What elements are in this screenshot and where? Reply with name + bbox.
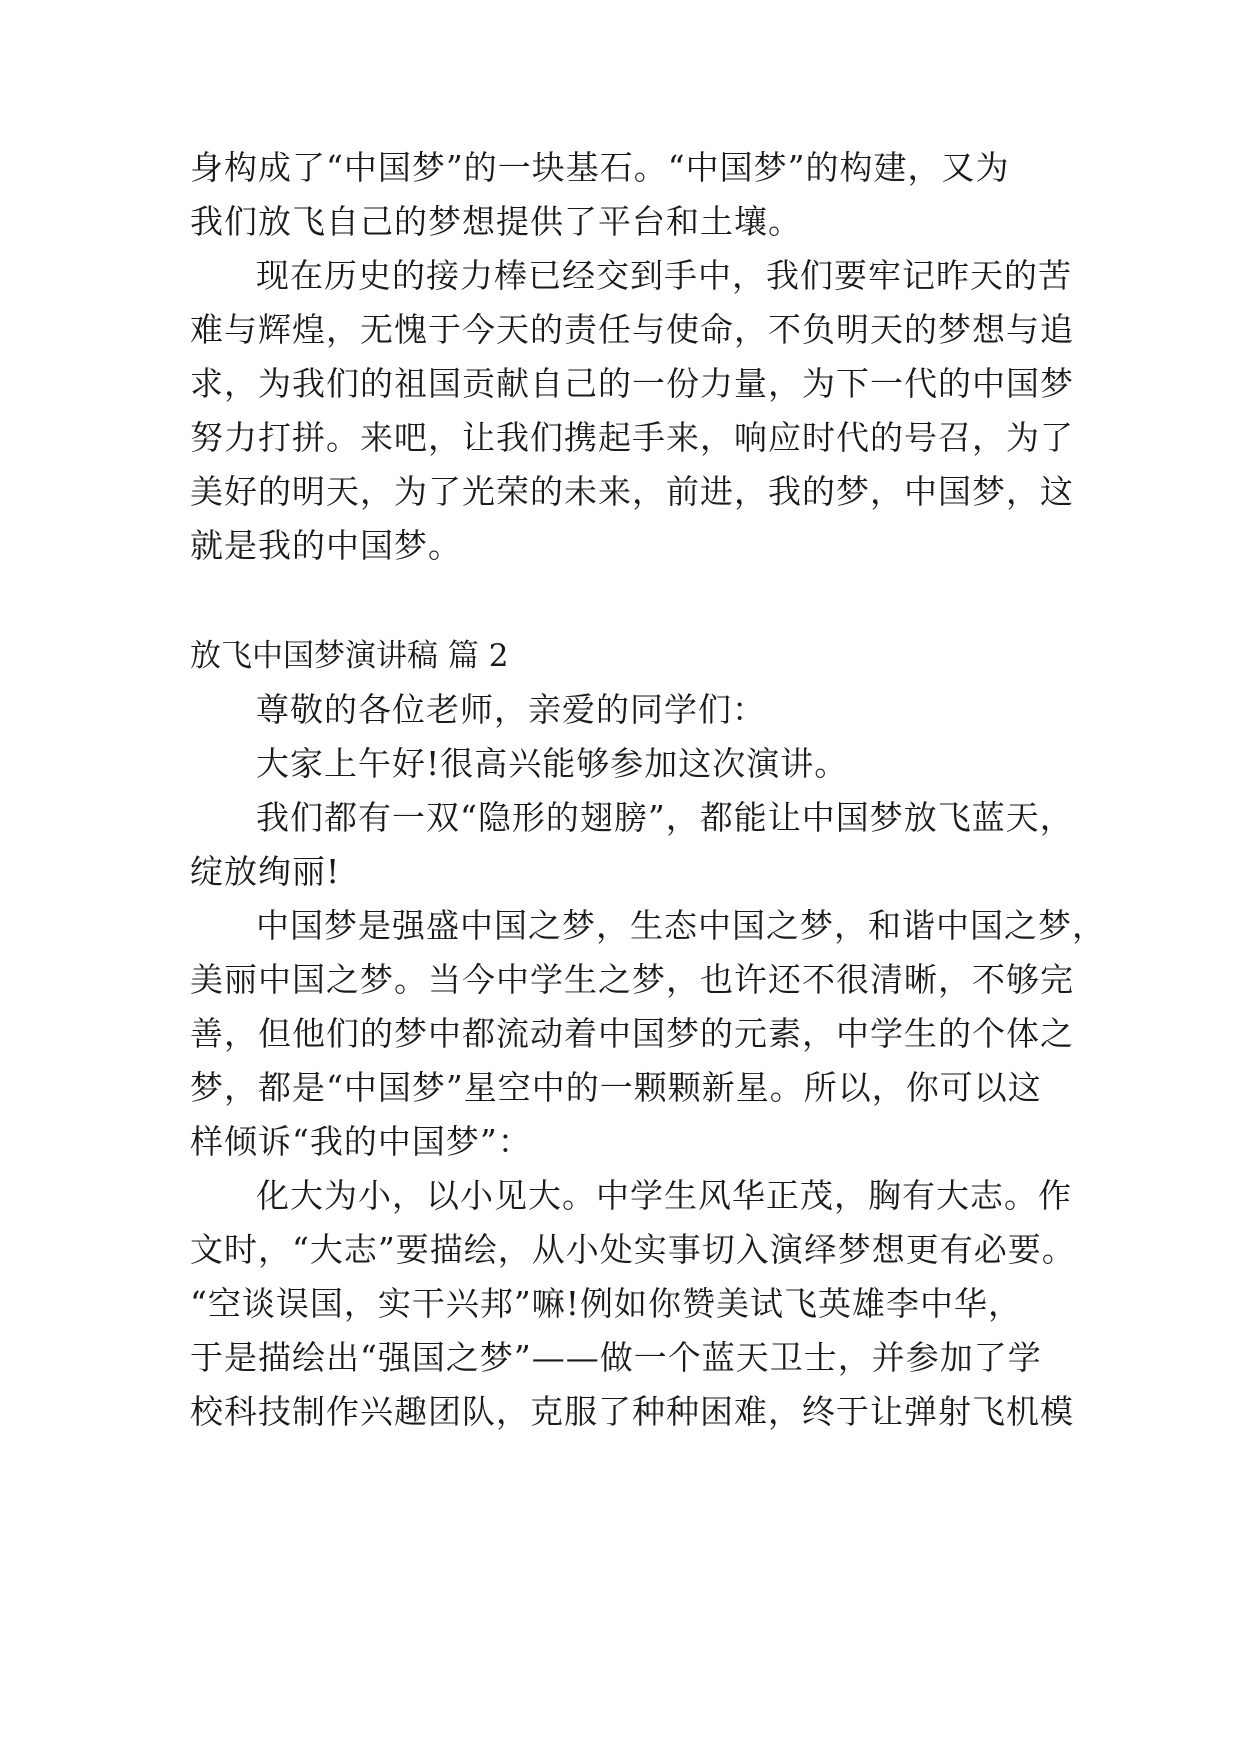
opening-line: 大家上午好!很高兴能够参加这次演讲。: [256, 744, 849, 783]
text-line: 我们放飞自己的梦想提供了平台和土壤。: [190, 202, 802, 241]
text-line: 现在历史的接力棒已经交到手中，我们要牢记昨天的苦: [256, 256, 1072, 295]
greeting-line: 尊敬的各位老师，亲爱的同学们：: [256, 690, 766, 729]
text-line: “空谈误国，实干兴邦”嘛!例如你赞美试飞英雄李中华，: [190, 1284, 1023, 1323]
text-line: 努力打拼。来吧，让我们携起手来，响应时代的号召，为了: [190, 418, 1074, 457]
text-line: 梦，都是“中国梦”星空中的一颗颗新星。所以，你可以这: [190, 1068, 1042, 1107]
text-line: 求，为我们的祖国贡献自己的一份力量，为下一代的中国梦: [190, 364, 1074, 403]
text-line: 我们都有一双“隐形的翅膀”，都能让中国梦放飞蓝天，: [256, 798, 1074, 837]
text-line: 难与辉煌，无愧于今天的责任与使命，不负明天的梦想与追: [190, 310, 1074, 349]
text-line: 样倾诉“我的中国梦”：: [190, 1122, 532, 1161]
text-line: 于是描绘出“强国之梦”——做一个蓝天卫士，并参加了学: [190, 1338, 1042, 1377]
text-line: 就是我的中国梦。: [190, 526, 462, 565]
text-line: 化大为小，以小见大。中学生风华正茂，胸有大志。作: [256, 1176, 1072, 1215]
text-line: 美丽中国之梦。当今中学生之梦，也许还不很清晰，不够完: [190, 960, 1074, 999]
text-line: 校科技制作兴趣团队，克服了种种困难，终于让弹射飞机模: [190, 1392, 1074, 1431]
text-line: 美好的明天，为了光荣的未来，前进，我的梦，中国梦，这: [190, 472, 1074, 511]
text-line: 文时，“大志”要描绘，从小处实事切入演绎梦想更有必要。: [190, 1230, 1076, 1269]
text-line: 善，但他们的梦中都流动着中国梦的元素，中学生的个体之: [190, 1014, 1074, 1053]
text-line: 绽放绚丽!: [190, 852, 341, 891]
section-heading: 放飞中国梦演讲稿 篇 2: [190, 638, 509, 674]
text-line: 身构成了“中国梦”的一块基石。“中国梦”的构建，又为: [190, 148, 1010, 187]
text-line: 中国梦是强盛中国之梦，生态中国之梦，和谐中国之梦，: [256, 906, 1106, 945]
